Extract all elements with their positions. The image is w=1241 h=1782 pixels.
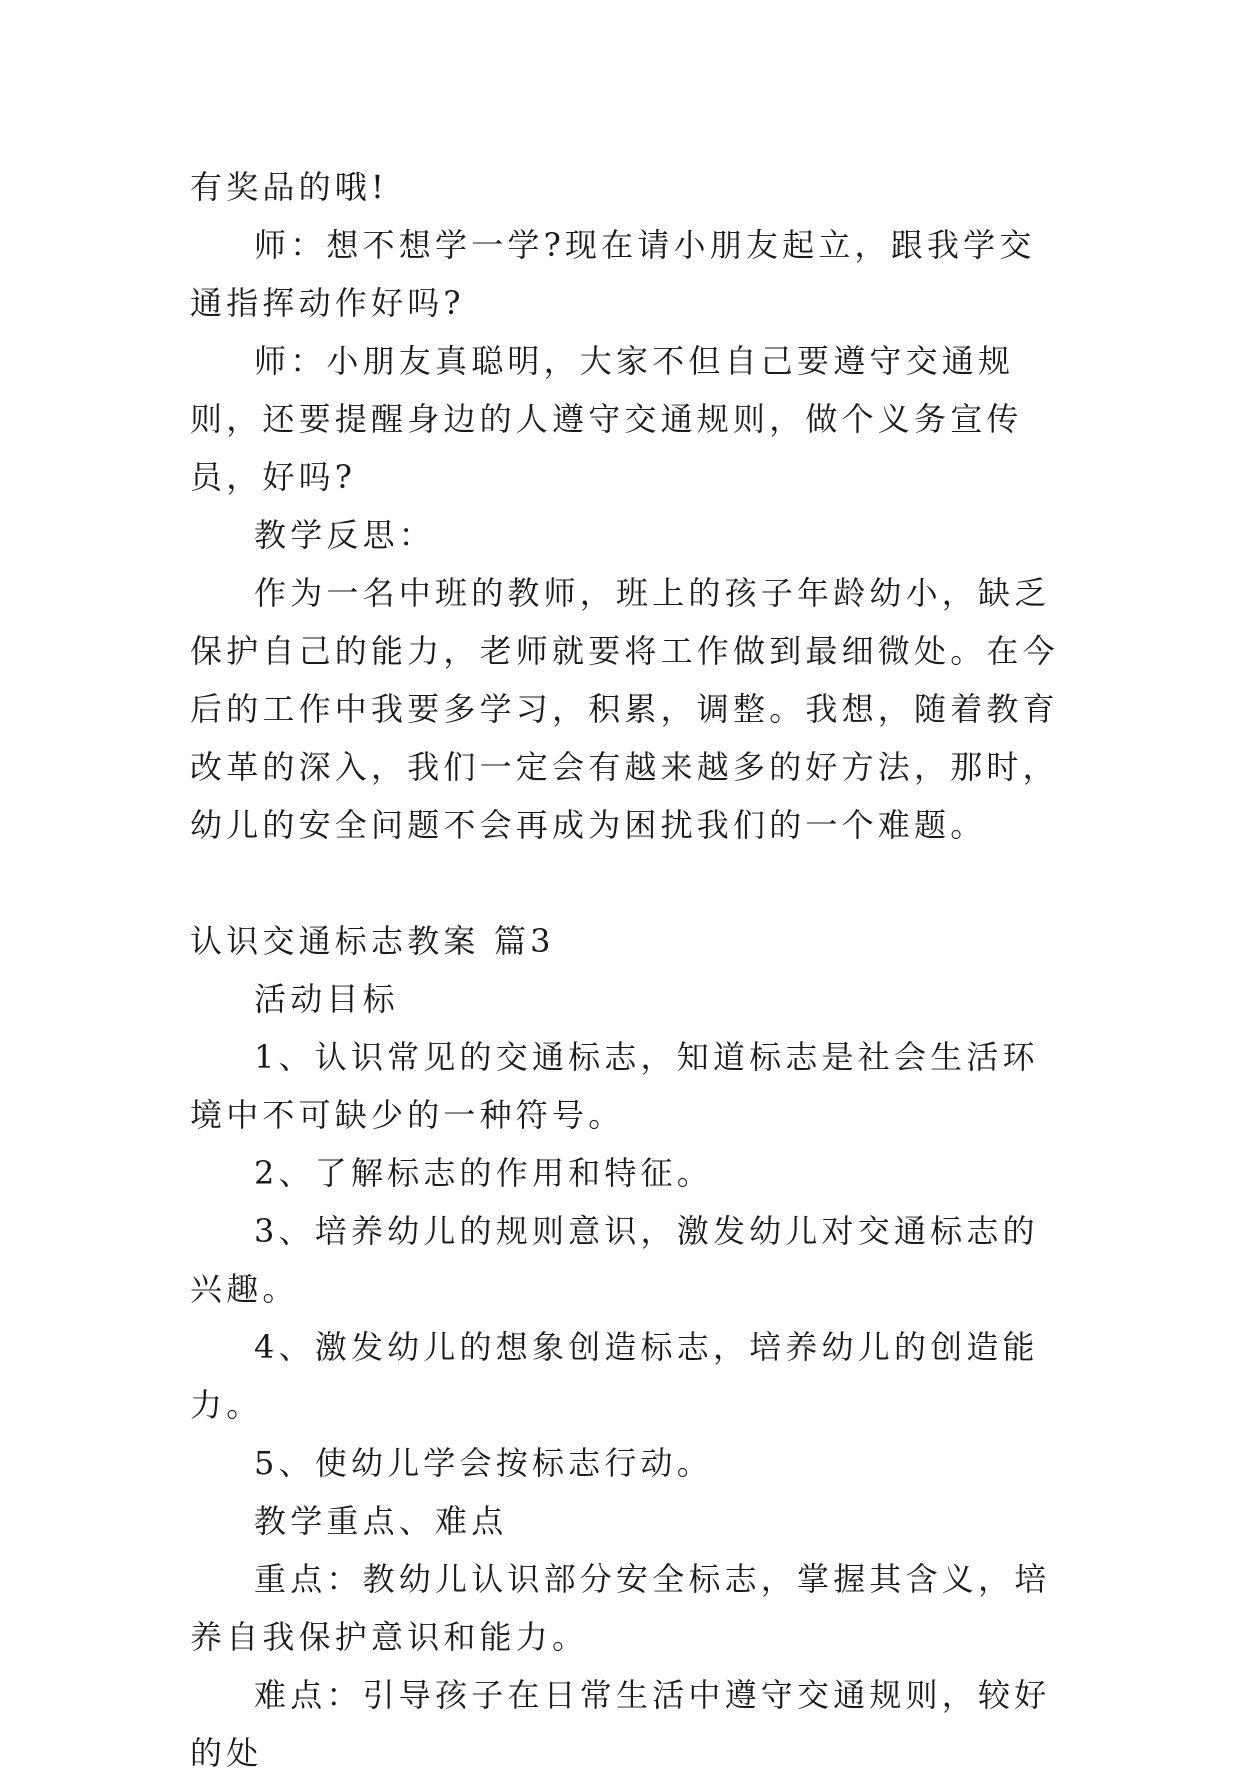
paragraph: 有奖品的哦! xyxy=(190,168,389,206)
paragraph: 教学反思： xyxy=(254,516,436,554)
paragraph: 作为一名中班的教师，班上的孩子年龄幼小，缺乏保护自己的能力，老师就要将工作做到最细微处。在今后的工作中我要多学习，积累，调整。我想，随着教育改革的深入，我们一定会有越来越多的好方法，那时，幼儿的安全问题不会再成为困扰我们的一个难题。 xyxy=(190,574,1059,844)
paragraph: 5、使幼儿学会按标志行动。 xyxy=(254,1444,713,1482)
document-body xyxy=(190,158,1070,1782)
paragraph: 师：小朋友真聪明，大家不但自己要遵守交通规则，还要提醒身边的人遵守交通规则，做个义务宣传员，好吗? xyxy=(190,342,1023,496)
paragraph: 重点：教幼儿认识部分安全标志，掌握其含义，培养自我保护意识和能力。 xyxy=(190,1560,1051,1656)
paragraph: 难点：引导孩子在日常生活中遵守交通规则，较好的处 xyxy=(190,1676,1051,1772)
paragraph: 活动目标 xyxy=(254,980,399,1018)
paragraph: 教学重点、难点 xyxy=(254,1502,508,1540)
paragraph: 2、了解标志的作用和特征。 xyxy=(254,1154,713,1192)
paragraph: 1、认识常见的交通标志，知道标志是社会生活环境中不可缺少的一种符号。 xyxy=(190,1038,1039,1134)
paragraph: 3、培养幼儿的规则意识，激发幼儿对交通标志的兴趣。 xyxy=(190,1212,1039,1308)
paragraph: 师：想不想学一学?现在请小朋友起立，跟我学交通指挥动作好吗? xyxy=(190,226,1036,322)
section-heading: 认识交通标志教案 篇3 xyxy=(190,922,555,960)
paragraph: 4、激发幼儿的想象创造标志，培养幼儿的创造能力。 xyxy=(190,1328,1039,1424)
